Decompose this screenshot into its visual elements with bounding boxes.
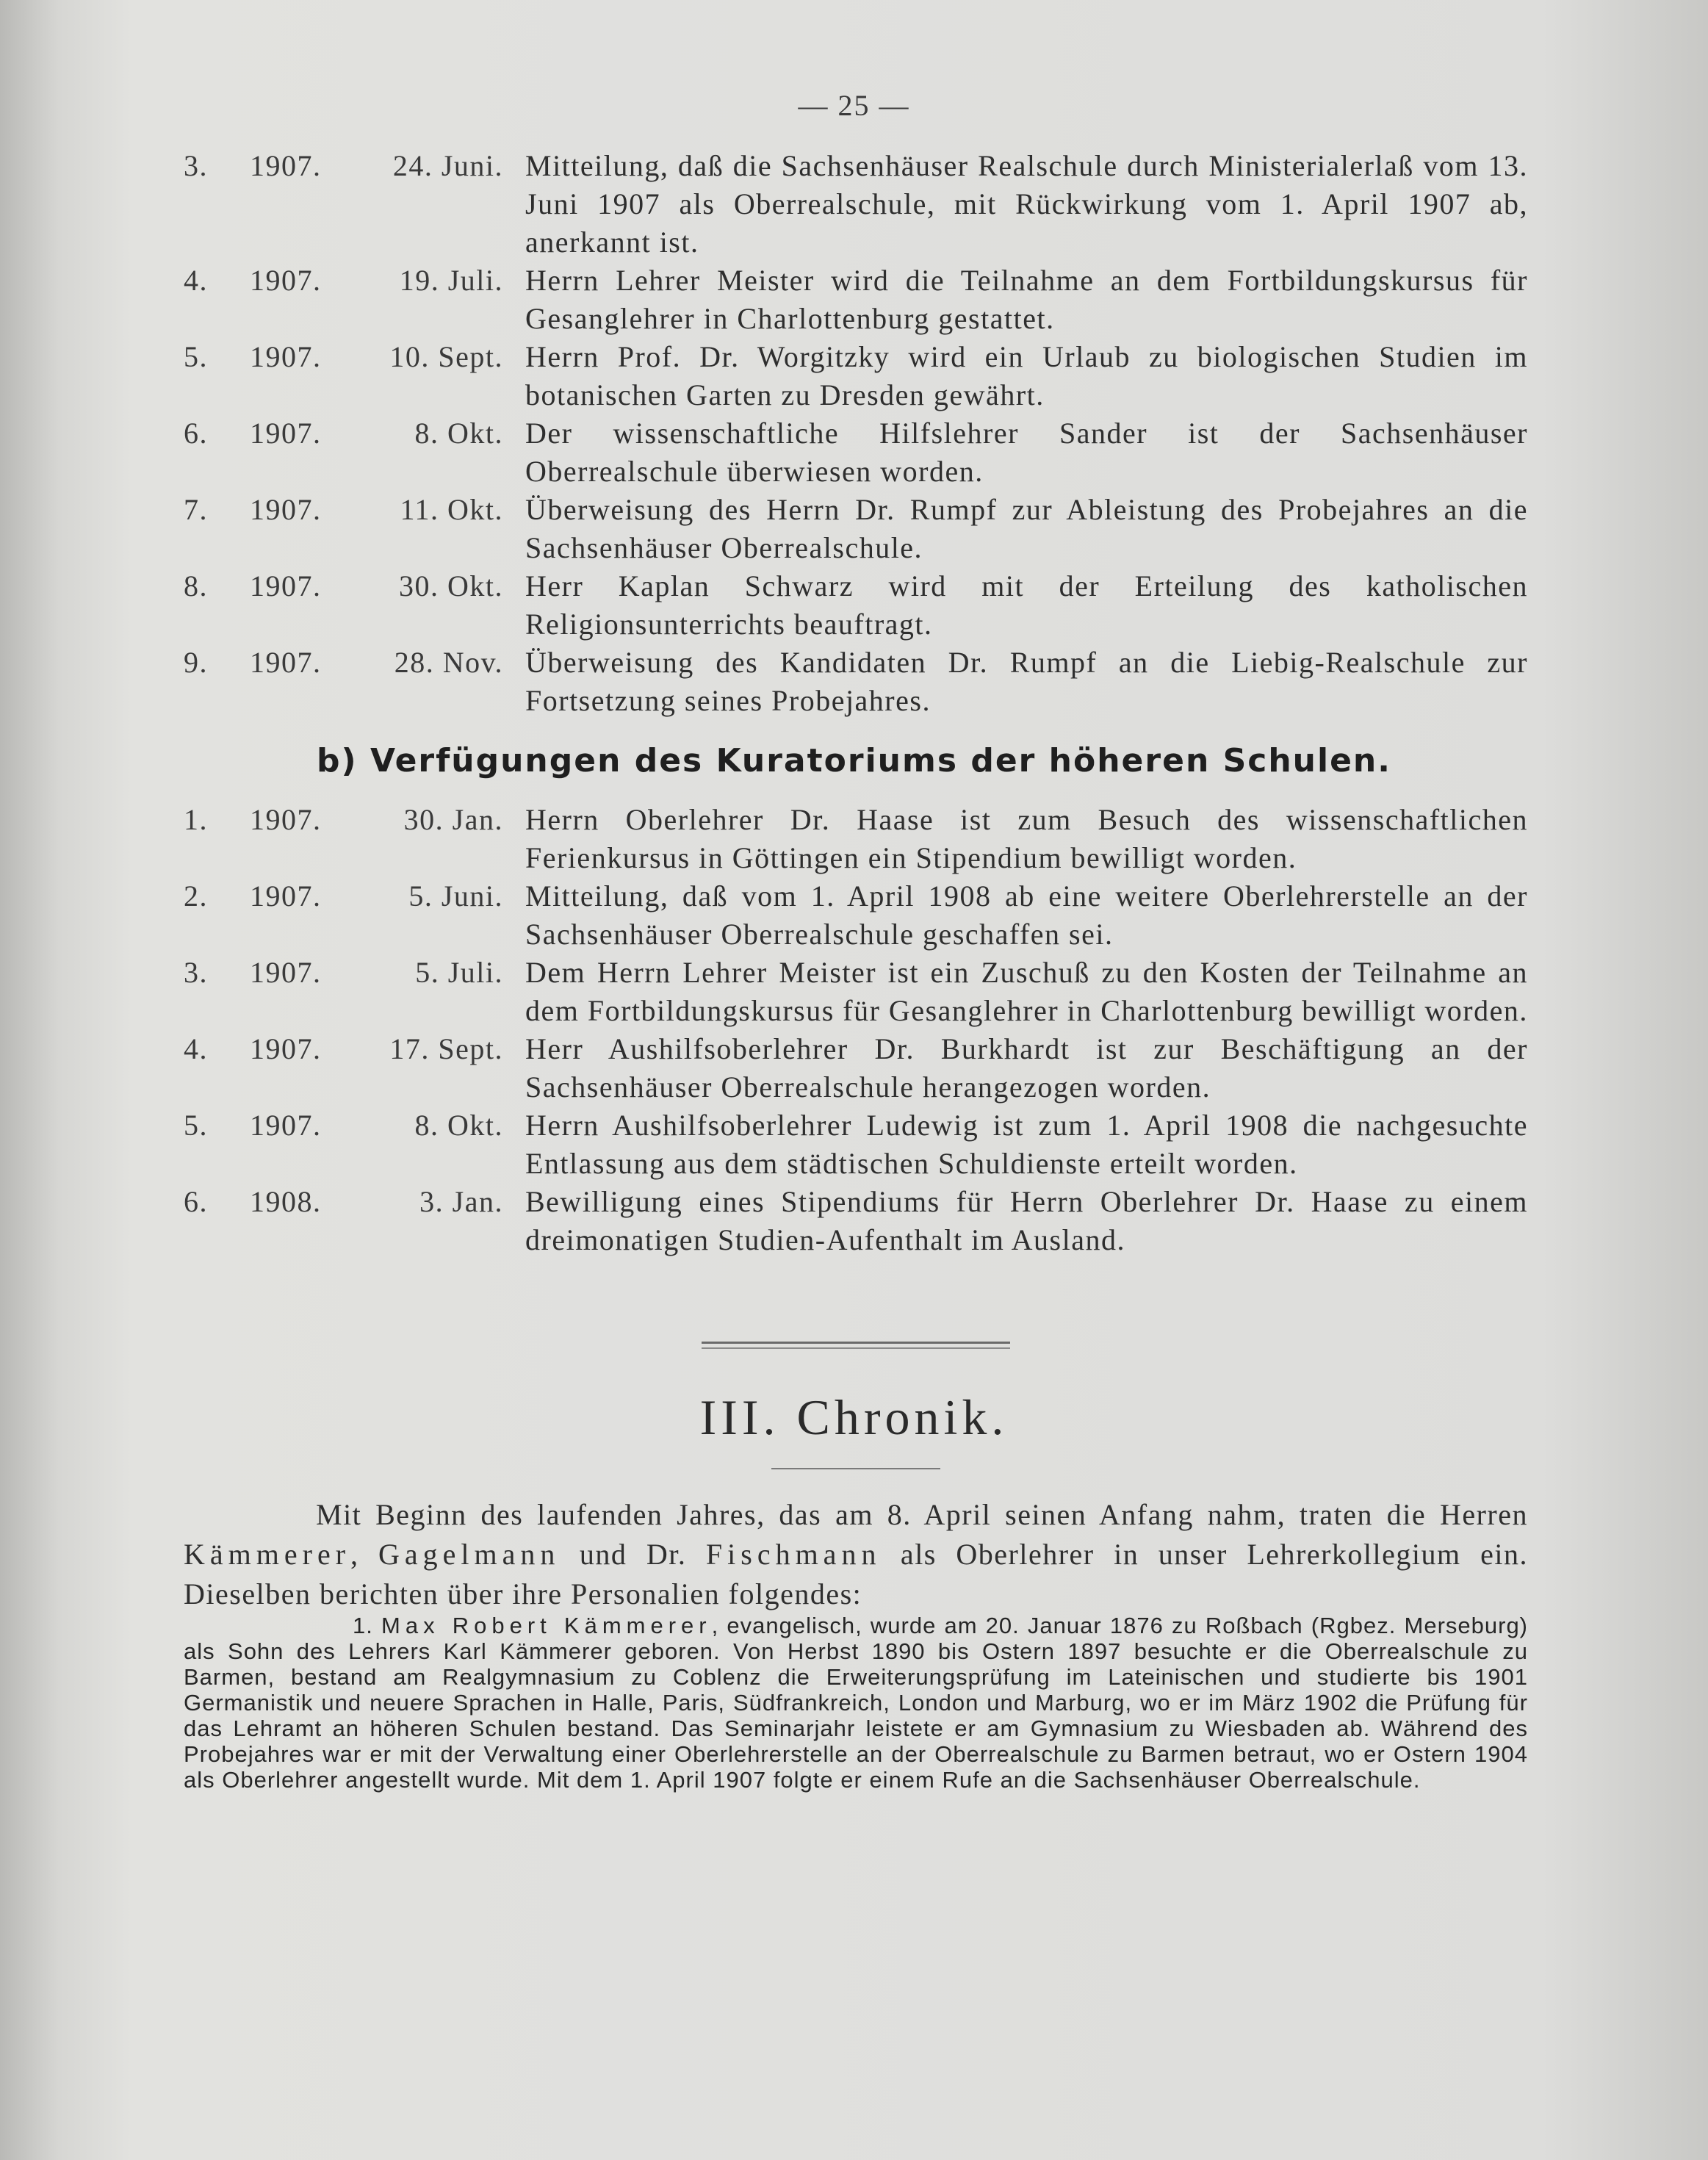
list-item (184, 567, 1528, 644)
entry-year: 1907. (250, 569, 322, 602)
entry-text: Herrn Prof. Dr. Worgitzky wird ein Urlaub zu biologischen Studien im botanischen Garten zu Dresden gewährt. (525, 340, 1528, 411)
entry-text: Der wissenschaftliche Hilfslehrer Sander ist der Sachsenhäuser Oberrealschule überwiesen worden. (525, 417, 1528, 488)
entry-year: 1907. (250, 1032, 322, 1065)
entry-text: Herr Aushilfsoberlehrer Dr. Burkhardt ist zur Beschäftigung an der Sachsenhäuser Oberrealschule herangezogen worden. (525, 1032, 1528, 1104)
list-item (184, 1030, 1528, 1106)
section-divider (702, 1347, 1010, 1349)
decree-list-a (184, 147, 1528, 720)
page-number: — 25 — (798, 89, 910, 122)
entry-number: 9. (184, 646, 208, 679)
section-b-heading: b) Verfügungen des Kuratoriums der höheren Schulen. (317, 742, 1391, 780)
entry-number: 1. (184, 803, 208, 836)
chapter-title: III. Chronik. (699, 1389, 1009, 1445)
entry-date: 5. Juni. (408, 879, 503, 912)
entry-number: 2. (184, 879, 208, 912)
entry-number: 5. (184, 1109, 208, 1142)
list-item (184, 414, 1528, 491)
intro-text: und Dr. (560, 1538, 706, 1571)
bio-number: 1. (353, 1613, 382, 1638)
entry-date: 11. Okt. (400, 493, 503, 526)
entry-number: 4. (184, 264, 208, 297)
entry-number: 3. (184, 956, 208, 989)
title-underline (771, 1468, 940, 1469)
intro-text: , (350, 1538, 379, 1571)
entry-date: 8. Okt. (414, 1109, 503, 1142)
list-item (184, 644, 1528, 720)
teacher-name: Fischmann (705, 1538, 882, 1571)
entry-date: 8. Okt. (414, 417, 503, 450)
list-item (184, 801, 1528, 877)
entry-year: 1907. (250, 149, 322, 182)
entry-number: 7. (184, 493, 208, 526)
entry-date: 24. Juni. (392, 149, 503, 182)
intro-paragraph (184, 1495, 1528, 1614)
decree-list-b (184, 801, 1528, 1259)
entry-text: Mitteilung, daß vom 1. April 1908 ab eine weitere Oberlehrerstelle an der Sachsenhäuser Oberrealschule geschaffen sei. (525, 879, 1528, 951)
entry-year: 1907. (250, 956, 322, 989)
bio-name: Max Robert Kämmerer (381, 1613, 712, 1638)
entry-year: 1907. (250, 264, 322, 297)
entry-number: 8. (184, 569, 208, 602)
entry-text: Herrn Lehrer Meister wird die Teilnahme an dem Fortbildungskursus für Gesanglehrer in Charlottenburg gestattet. (525, 264, 1528, 335)
biography-paragraph (184, 1613, 1528, 1793)
entry-text: Überweisung des Herrn Dr. Rumpf zur Ableistung des Probejahres an die Sachsenhäuser Oberrealschule. (525, 493, 1528, 564)
entry-text: Bewilligung eines Stipendiums für Herrn Oberlehrer Dr. Haase zu einem dreimonatigen Studien-Aufenthalt im Ausland. (525, 1185, 1528, 1256)
entry-year: 1907. (250, 417, 322, 450)
list-item (184, 954, 1528, 1030)
entry-year: 1907. (250, 493, 322, 526)
entry-number: 6. (184, 1185, 208, 1218)
teacher-name: Gagelmann (378, 1538, 561, 1571)
entry-text: Herr Kaplan Schwarz wird mit der Erteilung des katholischen Religionsunterrichts beauftragt. (525, 569, 1528, 641)
entry-date: 30. Okt. (399, 569, 503, 602)
entry-number: 4. (184, 1032, 208, 1065)
entry-number: 3. (184, 149, 208, 182)
entry-text: Dem Herrn Lehrer Meister ist ein Zuschuß zu den Kosten der Teilnahme an dem Fortbildungskursus für Gesanglehrer in Charlottenburg bewilligt worden. (525, 956, 1528, 1027)
list-item (184, 262, 1528, 338)
entry-date: 17. Sept. (389, 1032, 503, 1065)
entry-year: 1907. (250, 803, 322, 836)
section-divider (702, 1342, 1010, 1344)
list-item (184, 147, 1528, 262)
teacher-name: Kämmerer (184, 1538, 351, 1571)
list-item (184, 491, 1528, 567)
intro-text: Mit Beginn des laufenden Jahres, das am 8. April seinen Anfang nahm, traten die Herren (316, 1498, 1528, 1531)
list-item (184, 877, 1528, 954)
bio-text: , evangelisch, wurde am 20. Januar 1876 zu Roßbach (Rgbez. Merseburg) als Sohn des Lehrers Karl Kämmerer geboren. Von Herbst 1890 bis Ostern 1897 besuchte er die Oberrealschule zu Barmen, bestand am Realgymnasium zu Coblenz die Erweiterungsprüfung im Lateinischen und studierte bis 1901 Germanistik und neuere Sprachen in Halle, Paris, Südfrankreich, London und Marburg, wo er im März 1902 die Prüfung für das Lehramt an höheren Schulen bestand. Das Seminarjahr leistete er am Gymnasium zu Wiesbaden ab. Während des Probejahres war er mit der Verwaltung einer Oberlehrerstelle an der Oberrealschule zu Barmen betraut, wo er Ostern 1904 als Oberlehrer angestellt wurde. Mit dem 1. April 1907 folgte er einem Rufe an die Sachsenhäuser Oberrealschule. (184, 1613, 1529, 1793)
entry-date: 28. Nov. (394, 646, 503, 679)
entry-year: 1907. (250, 646, 322, 679)
entry-text: Herrn Oberlehrer Dr. Haase ist zum Besuch des wissenschaftlichen Ferienkursus in Göttingen ein Stipendium bewilligt worden. (525, 803, 1528, 874)
entry-date: 5. Juli. (415, 956, 503, 989)
entry-year: 1907. (250, 1109, 322, 1142)
entry-year: 1907. (250, 340, 322, 373)
entry-date: 10. Sept. (389, 340, 503, 373)
entry-date: 30. Jan. (403, 803, 503, 836)
entry-text: Herrn Aushilfsoberlehrer Ludewig ist zum 1. April 1908 die nachgesuchte Entlassung aus dem städtischen Schuldienste erteilt worden. (525, 1109, 1528, 1180)
entry-text: Mitteilung, daß die Sachsenhäuser Realschule durch Ministerialerlaß vom 13. Juni 1907 als Oberrealschule, mit Rückwirkung vom 1. April 1907 ab, anerkannt ist. (525, 149, 1528, 259)
entry-number: 5. (184, 340, 208, 373)
list-item (184, 1106, 1528, 1183)
entry-year: 1907. (250, 879, 322, 912)
entry-date: 19. Juli. (399, 264, 503, 297)
intro-text: als Oberlehrer in unser Lehrerkollegium ein. Dieselben berichten über ihre Personalien folgendes: (184, 1538, 1528, 1610)
entry-year: 1908. (250, 1185, 322, 1218)
list-item (184, 338, 1528, 414)
entry-number: 6. (184, 417, 208, 450)
list-item (184, 1183, 1528, 1259)
entry-text: Überweisung des Kandidaten Dr. Rumpf an die Liebig-Realschule zur Fortsetzung seines Probejahres. (525, 646, 1528, 717)
entry-date: 3. Jan. (419, 1185, 503, 1218)
